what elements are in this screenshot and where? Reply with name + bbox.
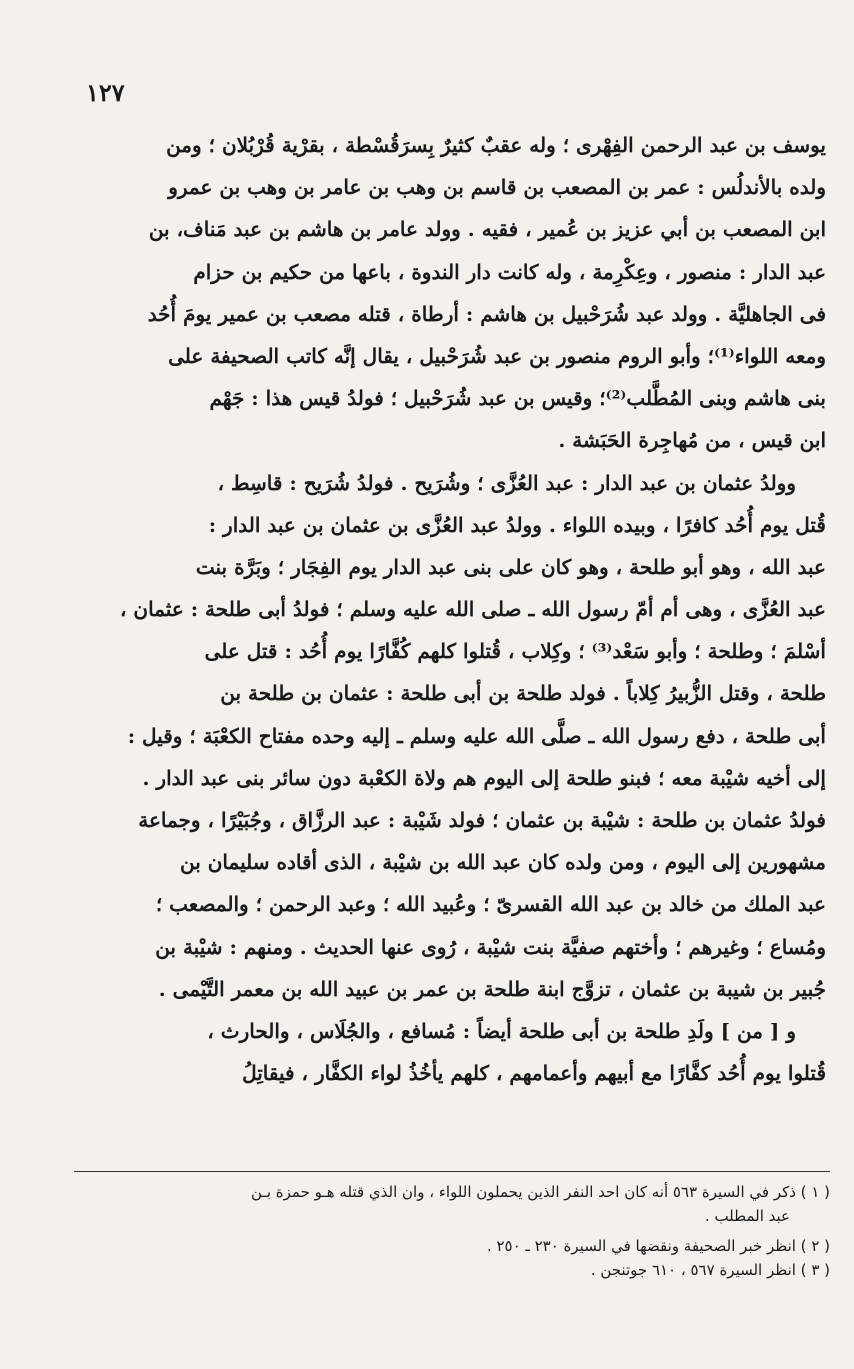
main-text bbox=[74, 124, 826, 1094]
text-line: قُتل يوم أُحُد كافرًا ، وبيده اللواء . وولدُ عبد العُزَّى بن عثمان بن عبد الدار : bbox=[208, 512, 826, 537]
text-line: عبد الملك من خالد بن عبد الله القسرىّ ؛ وعُبيد الله ؛ وعبد الرحمن ؛ والمصعب ؛ bbox=[155, 892, 826, 917]
text-line: مشهورين إلى اليوم ، ومن ولده كان عبد الله بن شيْبة ، الذى أقاده سليمان بن bbox=[179, 850, 826, 875]
text-line: أسْلمَ ؛ وطلحة ؛ وأبو سَعْد⁽³⁾ ؛ وكِلاب ، قُتلوا كلهم كُفَّارًا يوم أُحُد : قتل على bbox=[204, 639, 826, 664]
text-line: عبد الله ، وهو أبو طلحة ، وهو كان على بنى عبد الدار يوم الفِجَار ؛ وبَرَّة بنت bbox=[195, 554, 826, 579]
text-line: إلى أخيه شيْبة معه ؛ فبنو طلحة إلى اليوم هم ولاة الكعْبة دون سائر بنى عبد الدار . bbox=[142, 765, 826, 790]
text-line: ومعه اللواء⁽¹⁾؛ وأبو الروم منصور بن عبد شُرَحْبيل ، يقال إنَّه كاتب الصحيفة على bbox=[168, 343, 826, 368]
footnote-1: ( ١ ) ذكر في السيرة ٥٦٣ أنه كان احد النفر الذين يحملون اللواء ، وان الذي قتله هـو حمزة بـن bbox=[251, 1183, 830, 1201]
text-line: ومُساع ؛ وغيرهم ؛ وأختهم صفيَّة بنت شيْبة ، رُوى عنها الحديث . ومنهم : شيْبة بن bbox=[155, 934, 826, 959]
text-line: عبد الدار : منصور ، وعِكْرِمة ، وله كانت دار الندوة ، باعها من حكيم بن حزام bbox=[193, 259, 826, 284]
text-line: جُبير بن شيبة بن عثمان ، تزوَّج ابنة طلحة بن عمر بن عبيد الله بن معمر التَّيْمى . bbox=[158, 976, 826, 1001]
text-line: ابن المصعب بن أبي عزيز بن عُمير ، فقيه . وولد عامر بن هاشم بن عبد مَناف، بن bbox=[148, 217, 826, 242]
footnote-divider bbox=[74, 1171, 830, 1172]
text-line: فى الجاهليَّة . وولد عبد شُرَحْبيل بن هاشم : أرطاة ، قتله مصعب بن عمير يومَ أُحُد bbox=[147, 301, 826, 326]
text-line: ولده بالأندلُس : عمر بن المصعب بن قاسم بن وهب بن عامر بن وهب بن عمرو bbox=[168, 175, 826, 200]
footnote-1-continued: عبد المطلب . bbox=[704, 1207, 790, 1225]
text-line: طلحة ، وقتل الزُّبيرُ كِلاباً . فولد طلحة بن أبى طلحة : عثمان بن طلحة بن bbox=[220, 681, 826, 706]
footnotes bbox=[74, 1180, 830, 1282]
text-line: فولدُ عثمان بن طلحة : شيْبة بن عثمان ؛ فولد شَيْبة : عبد الرزَّاق ، وجُبَيْرًا ، وجماعة bbox=[138, 808, 826, 832]
text-line: عبد العُزَّى ، وهى أم أمّ رسول الله ـ صلى الله عليه وسلم ؛ فولدُ أبى طلحة : عثمان ، bbox=[120, 597, 826, 622]
text-line: و [ من ] ولَدِ طلحة بن أبى طلحة أيضاً : مُسافع ، والجُلَاس ، والحارث ، bbox=[207, 1018, 796, 1043]
text-line: يوسف بن عبد الرحمن الفِهْرى ؛ وله عقبٌ كثيرٌ بِسرَقُسْطة ، بقرْية قُرْبُلان ؛ ومن bbox=[166, 133, 826, 157]
text-line: وولدُ عثمان بن عبد الدار : عبد العُزَّى ؛ وشُرَيح . فولدُ شُرَيح : قاسِط ، bbox=[217, 470, 796, 495]
page-number: ١٢٧ bbox=[86, 78, 125, 107]
footnote-2: ( ٢ ) انظر خبر الصحيفة ونقضها في السيرة ٢٣٠ ـ ٢٥٠ . bbox=[486, 1237, 830, 1255]
text-line: قُتلوا يوم أُحُد كفَّارًا مع أبيهم وأعمامهم ، كلهم يأخُذُ لواء الكفَّار ، فيقاتِلُ bbox=[242, 1061, 826, 1086]
text-line: ابن قيس ، من مُهاجِرة الحَبَشة . bbox=[558, 428, 826, 453]
text-line: أبى طلحة ، دفع رسول الله ـ صلَّى الله عليه وسلم ـ إليه وحده مفتاح الكعْبَة ؛ وقيل : bbox=[127, 723, 826, 748]
footnote-3: ( ٣ ) انظر السيرة ٥٦٧ ، ٦١٠ جوتنجن . bbox=[590, 1261, 830, 1279]
text-line: بنى هاشم وبنى المُطَّلب⁽²⁾؛ وقيس بن عبد شُرَحْبيل ؛ فولدُ قيس هذا : جَهْم bbox=[209, 386, 826, 411]
